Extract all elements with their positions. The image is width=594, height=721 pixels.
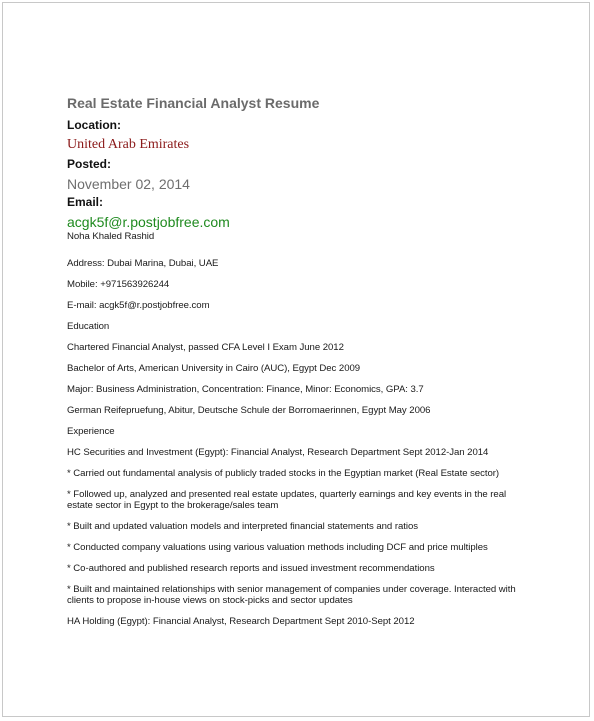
candidate-name: Noha Khaled Rashid (67, 231, 155, 242)
mobile-line: Mobile: +971563926244 (67, 279, 170, 290)
bullet-item: * Conducted company valuations using various valuation methods including DCF and price multiples (67, 542, 488, 553)
address-line: Address: Dubai Marina, Dubai, UAE (67, 258, 219, 269)
education-item: Major: Business Administration, Concentration: Finance, Minor: Economics, GPA: 3.7 (67, 384, 424, 395)
email-value: acgk5f@r.postjobfree.com (67, 214, 230, 230)
experience-heading: Experience (67, 426, 115, 437)
bullet-item: * Built and updated valuation models and interpreted financial statements and ratios (67, 521, 418, 532)
posted-label: Posted: (67, 157, 112, 171)
email-line: E-mail: acgk5f@r.postjobfree.com (67, 300, 210, 311)
job-title: HA Holding (Egypt): Financial Analyst, Research Department Sept 2010-Sept 2012 (67, 616, 415, 627)
education-item: German Reifepruefung, Abitur, Deutsche Schule der Borromaerinnen, Egypt May 2006 (67, 405, 431, 416)
bullet-item-continuation: clients to propose in-house views on stock-picks and sector updates (67, 595, 353, 606)
bullet-item: * Carried out fundamental analysis of publicly traded stocks in the Egyptian market (Real Estate sector) (67, 468, 500, 479)
page-title: Real Estate Financial Analyst Resume (67, 95, 320, 111)
resume-content (67, 95, 547, 627)
education-heading: Education (67, 321, 110, 332)
bullet-item-continuation: estate sector in Egypt to the brokerage/sales team (67, 500, 279, 511)
bullet-item: * Co-authored and published research reports and issued investment recommendations (67, 563, 435, 574)
bullet-item: * Followed up, analyzed and presented real estate updates, quarterly earnings and key events in the real (67, 489, 507, 500)
education-item: Chartered Financial Analyst, passed CFA Level I Exam June 2012 (67, 342, 344, 353)
location-value: United Arab Emirates (67, 137, 190, 152)
education-item: Bachelor of Arts, American University in Cairo (AUC), Egypt Dec 2009 (67, 363, 361, 374)
bullet-item: * Built and maintained relationships with senior management of companies under coverage. Interacted with (67, 584, 516, 595)
posted-value: November 02, 2014 (67, 176, 190, 192)
location-label: Location: (67, 118, 121, 132)
email-label: Email: (67, 195, 104, 209)
document-page (2, 2, 590, 717)
job-title: HC Securities and Investment (Egypt): Financial Analyst, Research Department Sept 2012-Jan 2014 (67, 447, 489, 458)
